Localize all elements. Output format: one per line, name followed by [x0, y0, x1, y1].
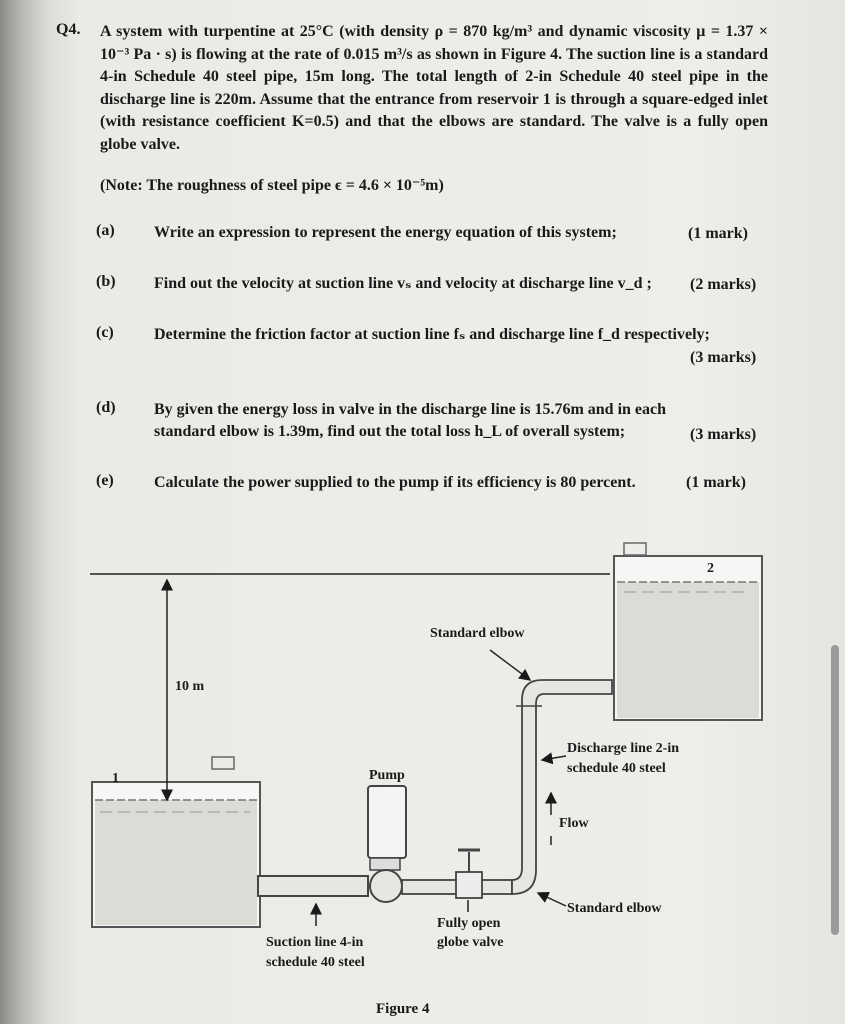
height-label: 10 m [175, 679, 205, 694]
elbow-top-label: Standard elbow [430, 626, 525, 641]
question-number: Q4. [56, 21, 81, 38]
discharge-line-label-2: schedule 40 steel [567, 761, 666, 776]
elbow-bottom-label: Standard elbow [567, 901, 662, 916]
part-e-marks: (1 mark) [686, 474, 746, 491]
part-c-text: Determine the friction factor at suction line fₛ and discharge line f_d respectively; [154, 326, 710, 343]
question-body: A system with turpentine at 25°C (with density ρ = 870 kg/m³ and dynamic viscosity μ = 1.37 × 10⁻³ Pa · s) is flowing at the rate of 0.015 m³/s as shown in Figure 4. The suction line is a standard 4-in Schedule 40 steel pipe, 15m long. The total length of 2-in Schedule 40 steel pipe in the discharge line is 220m. Assume that the entrance from reservoir 1 is through a square-edged inlet (with resistance coefficient K=0.5) and that the elbows are standard. The valve is a fully open globe valve. [100, 23, 768, 153]
part-a-marks: (1 mark) [688, 225, 748, 242]
flow-label: Flow [559, 816, 589, 831]
pump-label: Pump [369, 768, 405, 783]
discharge-line-arrow [542, 756, 566, 760]
discharge-riser [512, 680, 612, 894]
part-a-text: Write an expression to represent the energy equation of this system; [154, 224, 617, 241]
part-d-text: By given the energy loss in valve in the discharge line is 15.76m and in each standard elbow is 1.39m, find out the total loss h_L of overall system; [154, 401, 667, 440]
part-a-label: (a) [96, 222, 115, 239]
suction-pipe [258, 876, 368, 896]
reservoir-2 [614, 543, 762, 720]
reservoir-1 [92, 757, 260, 927]
discharge-line-label-1: Discharge line 2-in [567, 741, 679, 756]
elbow-top-arrow [490, 650, 530, 680]
elbow-bottom-arrow [538, 893, 566, 906]
pump [368, 768, 406, 902]
part-b-label: (b) [96, 273, 116, 290]
part-e-label: (e) [96, 472, 114, 489]
figure-caption: Figure 4 [376, 1001, 430, 1017]
valve-label-2: globe valve [437, 935, 504, 950]
vertical-scrollbar[interactable] [831, 645, 839, 935]
part-e-text: Calculate the power supplied to the pump if its efficiency is 80 percent. [154, 474, 636, 491]
suction-line-label-1: Suction line 4-in [266, 935, 364, 950]
part-b-text: Find out the velocity at suction line vₛ and velocity at discharge line v_d ; [154, 275, 652, 292]
part-b-marks: (2 marks) [690, 276, 757, 293]
reservoir-2-label: 2 [707, 561, 714, 576]
valve-label-1: Fully open [437, 916, 501, 931]
reservoir-1-label: 1 [112, 771, 119, 786]
roughness-note: (Note: The roughness of steel pipe ϵ = 4.6 × 10⁻⁵m) [100, 177, 444, 194]
globe-valve [456, 850, 482, 898]
part-d-label: (d) [96, 399, 116, 416]
part-d-marks: (3 marks) [690, 426, 757, 443]
part-c-label: (c) [96, 324, 114, 341]
suction-line-label-2: schedule 40 steel [266, 955, 365, 970]
part-c-marks: (3 marks) [690, 349, 757, 366]
